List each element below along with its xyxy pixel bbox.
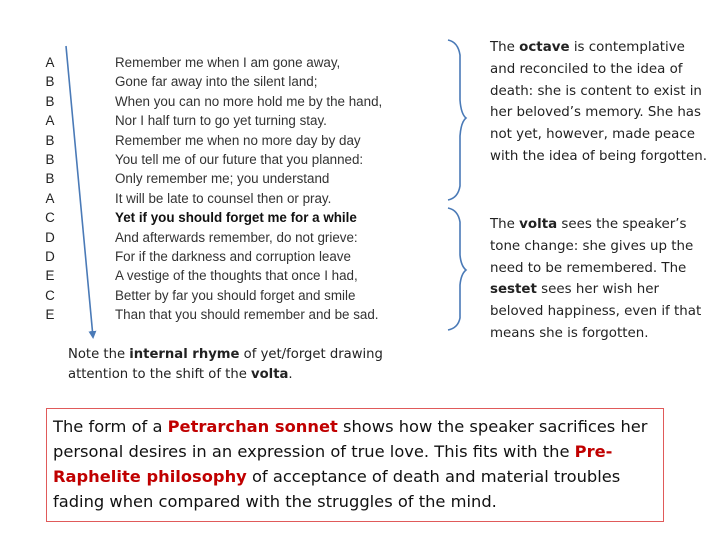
poem-line: Remember me when I am gone away, xyxy=(115,55,341,70)
rhyme-arrow xyxy=(66,46,93,337)
summary-box xyxy=(46,408,664,522)
rhyme-letter: A xyxy=(45,55,55,70)
rhyme-letter: B xyxy=(45,74,55,90)
octave-note xyxy=(490,37,710,168)
poem-line: Only remember me; you understand xyxy=(115,171,330,187)
rhyme-letter: D xyxy=(45,249,55,265)
rhyme-letter: D xyxy=(45,229,55,245)
poem-line: Better by far you should forget and smile xyxy=(115,287,356,303)
sestet-term: sestet xyxy=(490,282,537,298)
summary-text: shows how the speaker sacrifices her personal desires in an expression of true love. This fits with the xyxy=(53,417,648,461)
poem-line: You tell me of our future that you planned: xyxy=(115,152,364,168)
volta-note-text: sees the speaker’s tone change: she gives up the need to be remembered. The xyxy=(490,217,694,276)
rhyme-letter: E xyxy=(45,268,55,284)
poem-line: Than that you should remember and be sad. xyxy=(115,307,379,323)
rhyme-letter: B xyxy=(45,171,55,187)
rhyme-letter: C xyxy=(45,210,55,226)
poem-line: Gone far away into the silent land; xyxy=(115,74,318,90)
poem-line: When you can no more hold me by the hand, xyxy=(115,93,383,109)
poem-line: Nor I half turn to go yet turning stay. xyxy=(115,113,327,129)
internal-rhyme-note xyxy=(68,345,388,385)
poem-line: A vestige of the thoughts that once I had, xyxy=(115,268,358,284)
sestet-bracket xyxy=(448,208,466,330)
volta-note xyxy=(490,214,712,345)
poem-line: And afterwards remember, do not grieve: xyxy=(115,229,358,245)
rhyme-letter: E xyxy=(45,307,55,323)
volta-note-text: sees her wish her beloved happiness, even if that means she is forgotten. xyxy=(490,282,702,341)
rhyme-letter: B xyxy=(45,132,55,148)
rhyme-letter: B xyxy=(45,152,55,168)
summary-text: of acceptance of death and material troubles fading when compared with the struggles of the mind. xyxy=(53,467,621,511)
volta-term: volta xyxy=(519,217,558,232)
octave-note-text: The xyxy=(490,40,520,55)
octave-note-text: is contemplative and reconciled to the idea of death: she is content to exist in her beloved’s memory. She has not yet, however, made peace with the idea of being forgotten. xyxy=(490,40,708,164)
rhyme-note-text: . xyxy=(288,367,293,382)
pre-raphaelite-term: Pre-Raphelite philosophy xyxy=(53,442,613,486)
rhyme-letter: C xyxy=(45,287,55,303)
rhyme-letter: A xyxy=(45,190,55,206)
octave-bracket xyxy=(448,40,466,200)
octave-term: octave xyxy=(519,40,570,55)
summary-text: The form of a xyxy=(53,417,168,436)
volta-note-text: The xyxy=(490,217,520,232)
rhyme-note-text: of yet/forget drawing attention to the shift of the xyxy=(68,347,383,382)
rhyme-letter: B xyxy=(45,93,55,109)
poem-line: Remember me when no more day by day xyxy=(115,132,361,148)
rhyme-letter: A xyxy=(45,113,55,129)
volta-term: volta xyxy=(251,367,289,382)
poem-line-volta: Yet if you should forget me for a while xyxy=(115,210,357,226)
poem-line: It will be late to counsel then or pray. xyxy=(115,190,332,206)
rhyme-note-text: Note the xyxy=(68,347,130,362)
poem-line: For if the darkness and corruption leave xyxy=(115,249,351,265)
petrarchan-sonnet-term: Petrarchan sonnet xyxy=(167,417,338,436)
internal-rhyme-term: internal rhyme xyxy=(129,347,240,362)
